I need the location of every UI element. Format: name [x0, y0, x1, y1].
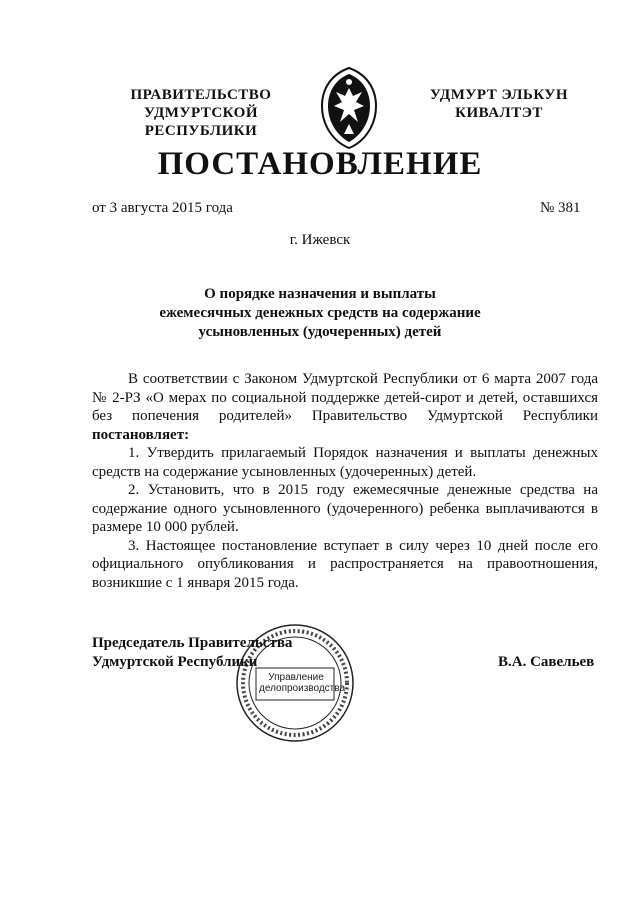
document-title: ПОСТАНОВЛЕНИЕ	[157, 146, 483, 182]
signatory-position	[92, 634, 292, 672]
header-left-line2: УДМУРТСКОЙ РЕСПУБЛИКИ	[144, 105, 258, 139]
document-date: от 3 августа 2015 года	[92, 200, 233, 216]
document-city: г. Ижевск	[289, 232, 351, 248]
signatory-position-line2: Удмуртской Республики	[92, 654, 258, 670]
document-number: № 381	[540, 200, 581, 216]
subject-line2: ежемесячных денежных средств на содержание	[159, 305, 481, 321]
body-p1-text: В соответствии с Законом Удмуртской Республики от 6 марта 2007 года № 2-РЗ «О мерах по социальной поддержке детей-сирот и детей, оставшихся без попечения родителей» Правительство Удмуртской Республики	[92, 371, 598, 424]
stamp-line2: делопроизводства	[259, 683, 346, 694]
subject-line1: О порядке назначения и выплаты	[204, 286, 436, 302]
stamp-line1: Управление	[268, 672, 324, 683]
government-name-russian	[86, 86, 316, 140]
body-p1-decree: постановляет:	[92, 426, 190, 443]
signatory-name: В.А. Савельев	[498, 654, 595, 670]
body-paragraph-2: 1. Утвердить прилагаемый Порядок назначения и выплаты денежных средств на содержание усыновленных (удочеренных) детей.	[92, 445, 598, 480]
document-subject	[120, 285, 520, 342]
coat-of-arms-icon	[318, 66, 380, 150]
header-left-line1: ПРАВИТЕЛЬСТВО	[130, 87, 272, 103]
header-right-line1: УДМУРТ ЭЛЬКУН	[429, 87, 569, 103]
document-body	[92, 370, 598, 592]
body-paragraph-3: 2. Установить, что в 2015 году ежемесячные денежные средства на содержание одного усыновленного (удочеренного) ребенка выплачиваются в размере 10 000 рублей.	[92, 482, 598, 535]
header-right-line2: КИВАЛТЭТ	[455, 105, 543, 121]
body-paragraph-4: 3. Настоящее постановление вступает в силу через 10 дней после его официального опубликования и распространяется на правоотношения, возникшие с 1 января 2015 года.	[92, 537, 598, 591]
government-name-udmurt	[404, 86, 594, 122]
stamp-text	[259, 672, 346, 694]
subject-line3: усыновленных (удочеренных) детей	[198, 324, 442, 340]
body-paragraph-1	[92, 370, 598, 444]
signatory-position-line1: Председатель Правительства	[92, 635, 293, 651]
